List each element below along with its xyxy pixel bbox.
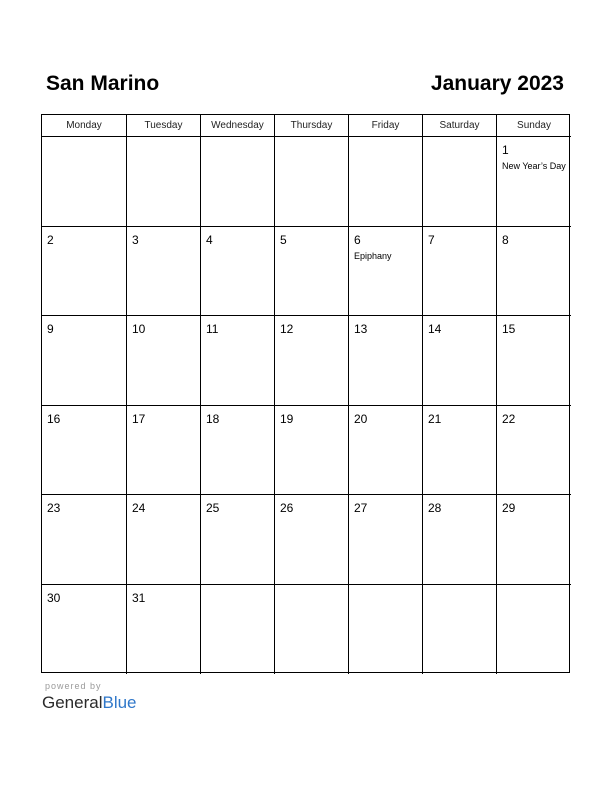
weekday-header: Monday [42,115,127,137]
day-number: 9 [47,322,54,336]
weekday-header: Thursday [275,115,349,137]
day-number: 20 [354,411,368,426]
day-number: 27 [354,501,368,515]
day-number: 2 [47,232,54,247]
day-number: 15 [502,322,516,336]
day-cell [349,585,423,675]
day-cell [349,227,423,317]
day-cell [349,316,423,406]
day-number: 7 [428,232,435,247]
day-cell [127,316,201,406]
day-cell [201,406,275,496]
day-number: 22 [502,411,516,426]
day-cell [127,406,201,496]
day-cell [497,585,571,675]
day-cell [275,495,349,585]
day-number: 28 [428,501,442,515]
day-cell [127,137,201,227]
day-cell [275,585,349,675]
day-number: 29 [502,501,516,515]
day-cell [201,137,275,227]
day-number: 3 [132,232,139,247]
day-cell [423,495,497,585]
day-cell [42,585,127,675]
weekday-header: Wednesday [201,115,275,137]
holiday-label: Epiphany [354,250,392,261]
day-number: 26 [280,501,294,515]
day-cell [497,316,571,406]
day-cell [42,227,127,317]
holiday-label: New Year’s Day [502,161,566,171]
day-cell [497,495,571,585]
weekday-header: Sunday [497,115,571,137]
brand-blue: Blue [102,693,137,712]
day-number: 30 [47,590,61,605]
day-cell [127,495,201,585]
day-number: 25 [206,501,220,515]
day-cell [423,227,497,317]
day-cell [127,227,201,317]
day-number: 19 [280,411,294,426]
day-cell [349,406,423,496]
day-number: 24 [132,501,146,515]
day-number: 11 [206,322,219,336]
day-cell [127,585,201,675]
day-cell [42,316,127,406]
day-cell [201,495,275,585]
day-cell [201,585,275,675]
brand-general: General [42,693,103,712]
weekday-header: Saturday [423,115,497,137]
day-cell [275,227,349,317]
day-cell [497,406,571,496]
weekday-header: Friday [349,115,423,137]
weekday-header: Tuesday [127,115,201,137]
day-number: 12 [280,322,294,336]
day-number: 14 [428,322,442,336]
day-cell [497,227,571,317]
generalblue-logo[interactable] [42,693,137,713]
day-cell [275,137,349,227]
day-cell [275,406,349,496]
day-number: 13 [354,322,368,336]
day-number: 17 [132,411,146,426]
day-cell [42,137,127,227]
day-cell [349,137,423,227]
day-cell [423,585,497,675]
day-cell [201,316,275,406]
day-number: 6 [354,232,361,247]
day-number: 21 [428,411,442,426]
day-number: 23 [47,501,61,515]
calendar-title: San Marino [46,72,160,95]
day-cell [423,406,497,496]
day-cell [42,406,127,496]
day-cell [42,495,127,585]
day-number: 5 [280,232,287,247]
day-cell [349,495,423,585]
day-cell [423,316,497,406]
calendar-month-year: January 2023 [430,72,564,95]
day-number: 10 [132,322,146,336]
day-number: 4 [206,232,213,247]
day-number: 31 [132,590,146,605]
day-number: 8 [502,232,509,247]
day-cell [497,137,571,227]
day-number: 1 [502,143,509,157]
day-number: 16 [47,411,61,426]
day-cell [201,227,275,317]
calendar-grid [41,114,570,673]
powered-by-text: powered by [45,681,102,691]
day-cell [275,316,349,406]
day-number: 18 [206,411,220,426]
day-cell [423,137,497,227]
